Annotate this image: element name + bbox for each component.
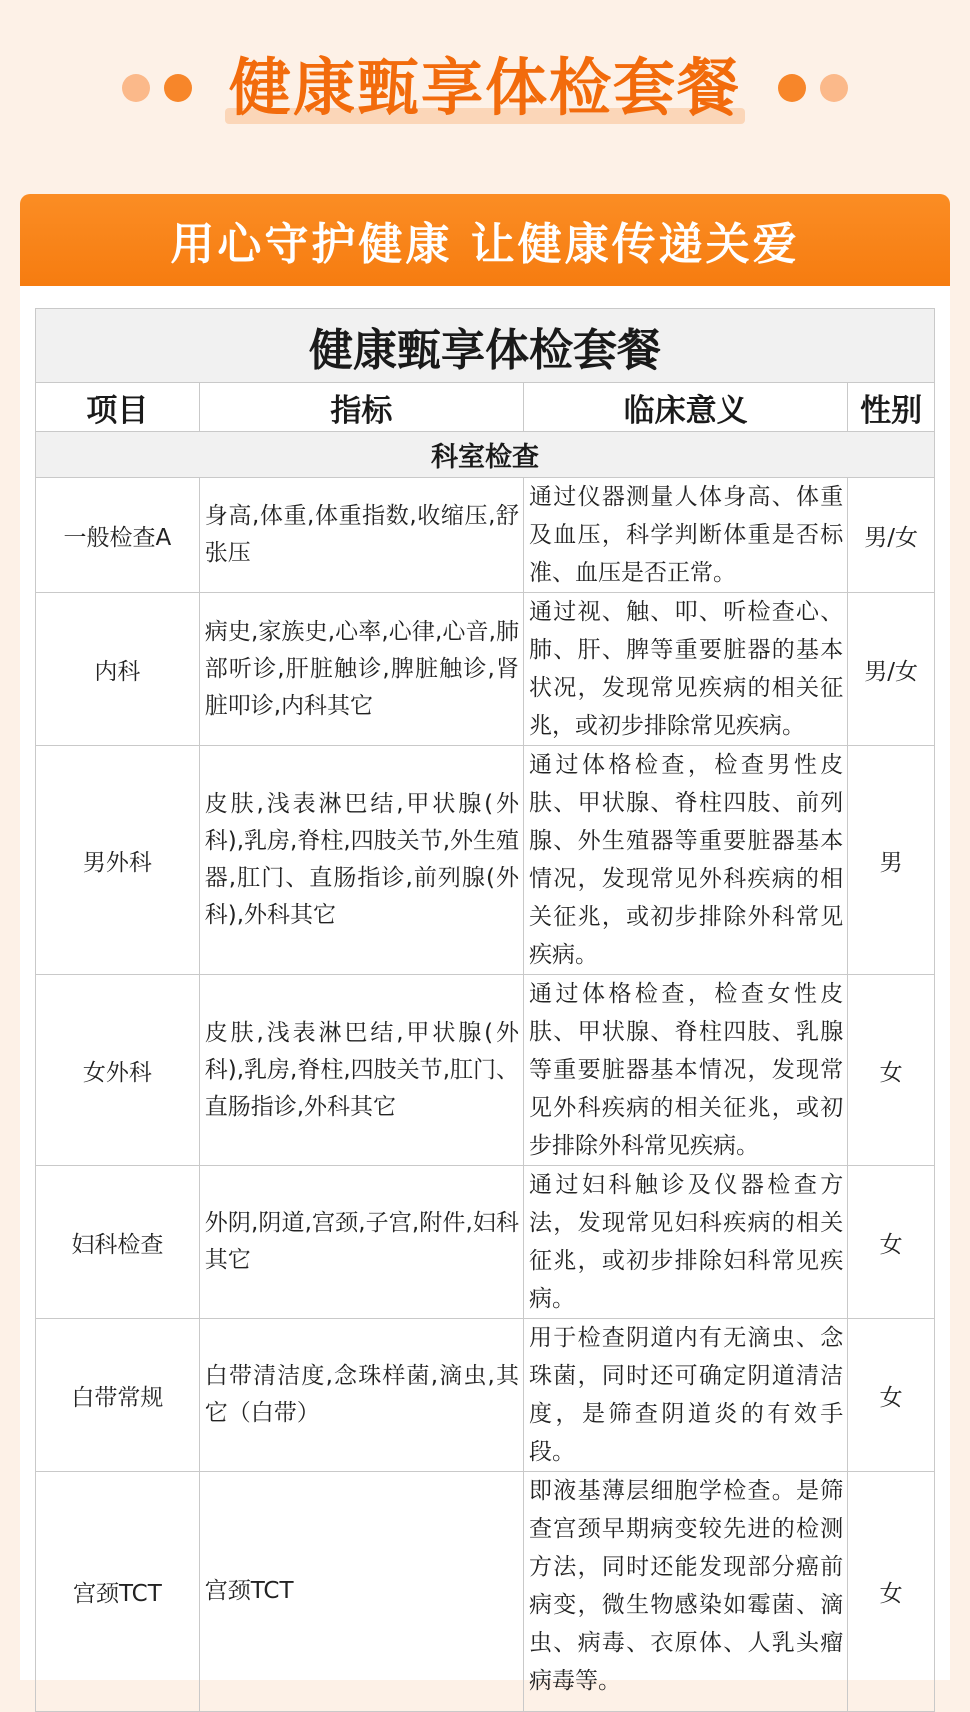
dot-decoration (778, 74, 806, 102)
dot-decoration (122, 74, 150, 102)
title-row (0, 48, 970, 128)
item-meaning: 通过体格检查，检查男性皮肤、甲状腺、脊柱四肢、前列腺、外生殖器等重要脏器基本情况，发现常见外科疾病的相关征兆，或初步排除外科常见疾病。 (524, 746, 848, 975)
item-indicators: 病史,家族史,心率,心律,心音,肺部听诊,肝脏触诊,脾脏触诊,肾脏叩诊,内科其它 (199, 593, 523, 746)
item-name: 女外科 (36, 975, 200, 1166)
table-row (36, 1472, 935, 1712)
slogan-banner (20, 194, 950, 286)
item-indicators: 身高,体重,体重指数,收缩压,舒张压 (199, 478, 523, 593)
item-name: 一般检查A (36, 478, 200, 593)
header-item: 项目 (36, 383, 200, 432)
item-name: 内科 (36, 593, 200, 746)
page-header (0, 0, 970, 190)
item-gender: 男/女 (848, 478, 935, 593)
section-row (36, 432, 935, 478)
item-gender: 女 (848, 975, 935, 1166)
item-meaning: 通过体格检查，检查女性皮肤、甲状腺、脊柱四肢、乳腺等重要脏器基本情况，发现常见外科疾病的相关征兆，或初步排除外科常见疾病。 (524, 975, 848, 1166)
dot-decoration (820, 74, 848, 102)
table-row (36, 478, 935, 593)
item-gender: 女 (848, 1319, 935, 1472)
item-meaning: 通过视、触、叩、听检查心、肺、肝、脾等重要脏器的基本状况，发现常见疾病的相关征兆，或初步排除常见疾病。 (524, 593, 848, 746)
page-title: 健康甄享体检套餐 (225, 48, 745, 128)
table-title: 健康甄享体检套餐 (36, 309, 935, 383)
header-indicators: 指标 (199, 383, 523, 432)
header-gender: 性别 (848, 383, 935, 432)
table-row (36, 975, 935, 1166)
item-indicators: 白带清洁度,念珠样菌,滴虫,其它（白带） (199, 1319, 523, 1472)
item-indicators: 皮肤,浅表淋巴结,甲状腺(外科),乳房,脊柱,四肢关节,外生殖器,肛门、直肠指诊,前列腺(外科),外科其它 (199, 746, 523, 975)
header-meaning: 临床意义 (524, 383, 848, 432)
left-dots (115, 74, 199, 102)
table-title-row (36, 309, 935, 383)
item-gender: 女 (848, 1472, 935, 1712)
section-title: 科室检查 (36, 432, 935, 478)
table-row (36, 746, 935, 975)
item-meaning: 通过妇科触诊及仪器检查方法，发现常见妇科疾病的相关征兆，或初步排除妇科常见疾病。 (524, 1166, 848, 1319)
item-name: 男外科 (36, 746, 200, 975)
table-row (36, 593, 935, 746)
item-meaning: 用于检查阴道内有无滴虫、念珠菌，同时还可确定阴道清洁度，是筛查阴道炎的有效手段。 (524, 1319, 848, 1472)
slogan-text: 用心守护健康 让健康传递关爱 (170, 219, 800, 270)
item-name: 宫颈TCT (36, 1472, 200, 1712)
item-gender: 男/女 (848, 593, 935, 746)
item-meaning: 即液基薄层细胞学检查。是筛查宫颈早期病变较先进的检测方法，同时还能发现部分癌前病变，微生物感染如霉菌、滴虫、病毒、衣原体、人乳头瘤病毒等。 (524, 1472, 848, 1712)
item-indicators: 宫颈TCT (199, 1472, 523, 1712)
item-gender: 男 (848, 746, 935, 975)
table-row (36, 1166, 935, 1319)
item-gender: 女 (848, 1166, 935, 1319)
item-indicators: 外阴,阴道,宫颈,子宫,附件,妇科其它 (199, 1166, 523, 1319)
dot-decoration (164, 74, 192, 102)
item-name: 白带常规 (36, 1319, 200, 1472)
item-indicators: 皮肤,浅表淋巴结,甲状腺(外科),乳房,脊柱,四肢关节,肛门、直肠指诊,外科其它 (199, 975, 523, 1166)
package-table (35, 308, 935, 1712)
item-name: 妇科检查 (36, 1166, 200, 1319)
right-dots (771, 74, 855, 102)
table-header-row (36, 383, 935, 432)
table-row (36, 1319, 935, 1472)
package-card (20, 286, 950, 1694)
item-meaning: 通过仪器测量人体身高、体重及血压，科学判断体重是否标准、血压是否正常。 (524, 478, 848, 593)
